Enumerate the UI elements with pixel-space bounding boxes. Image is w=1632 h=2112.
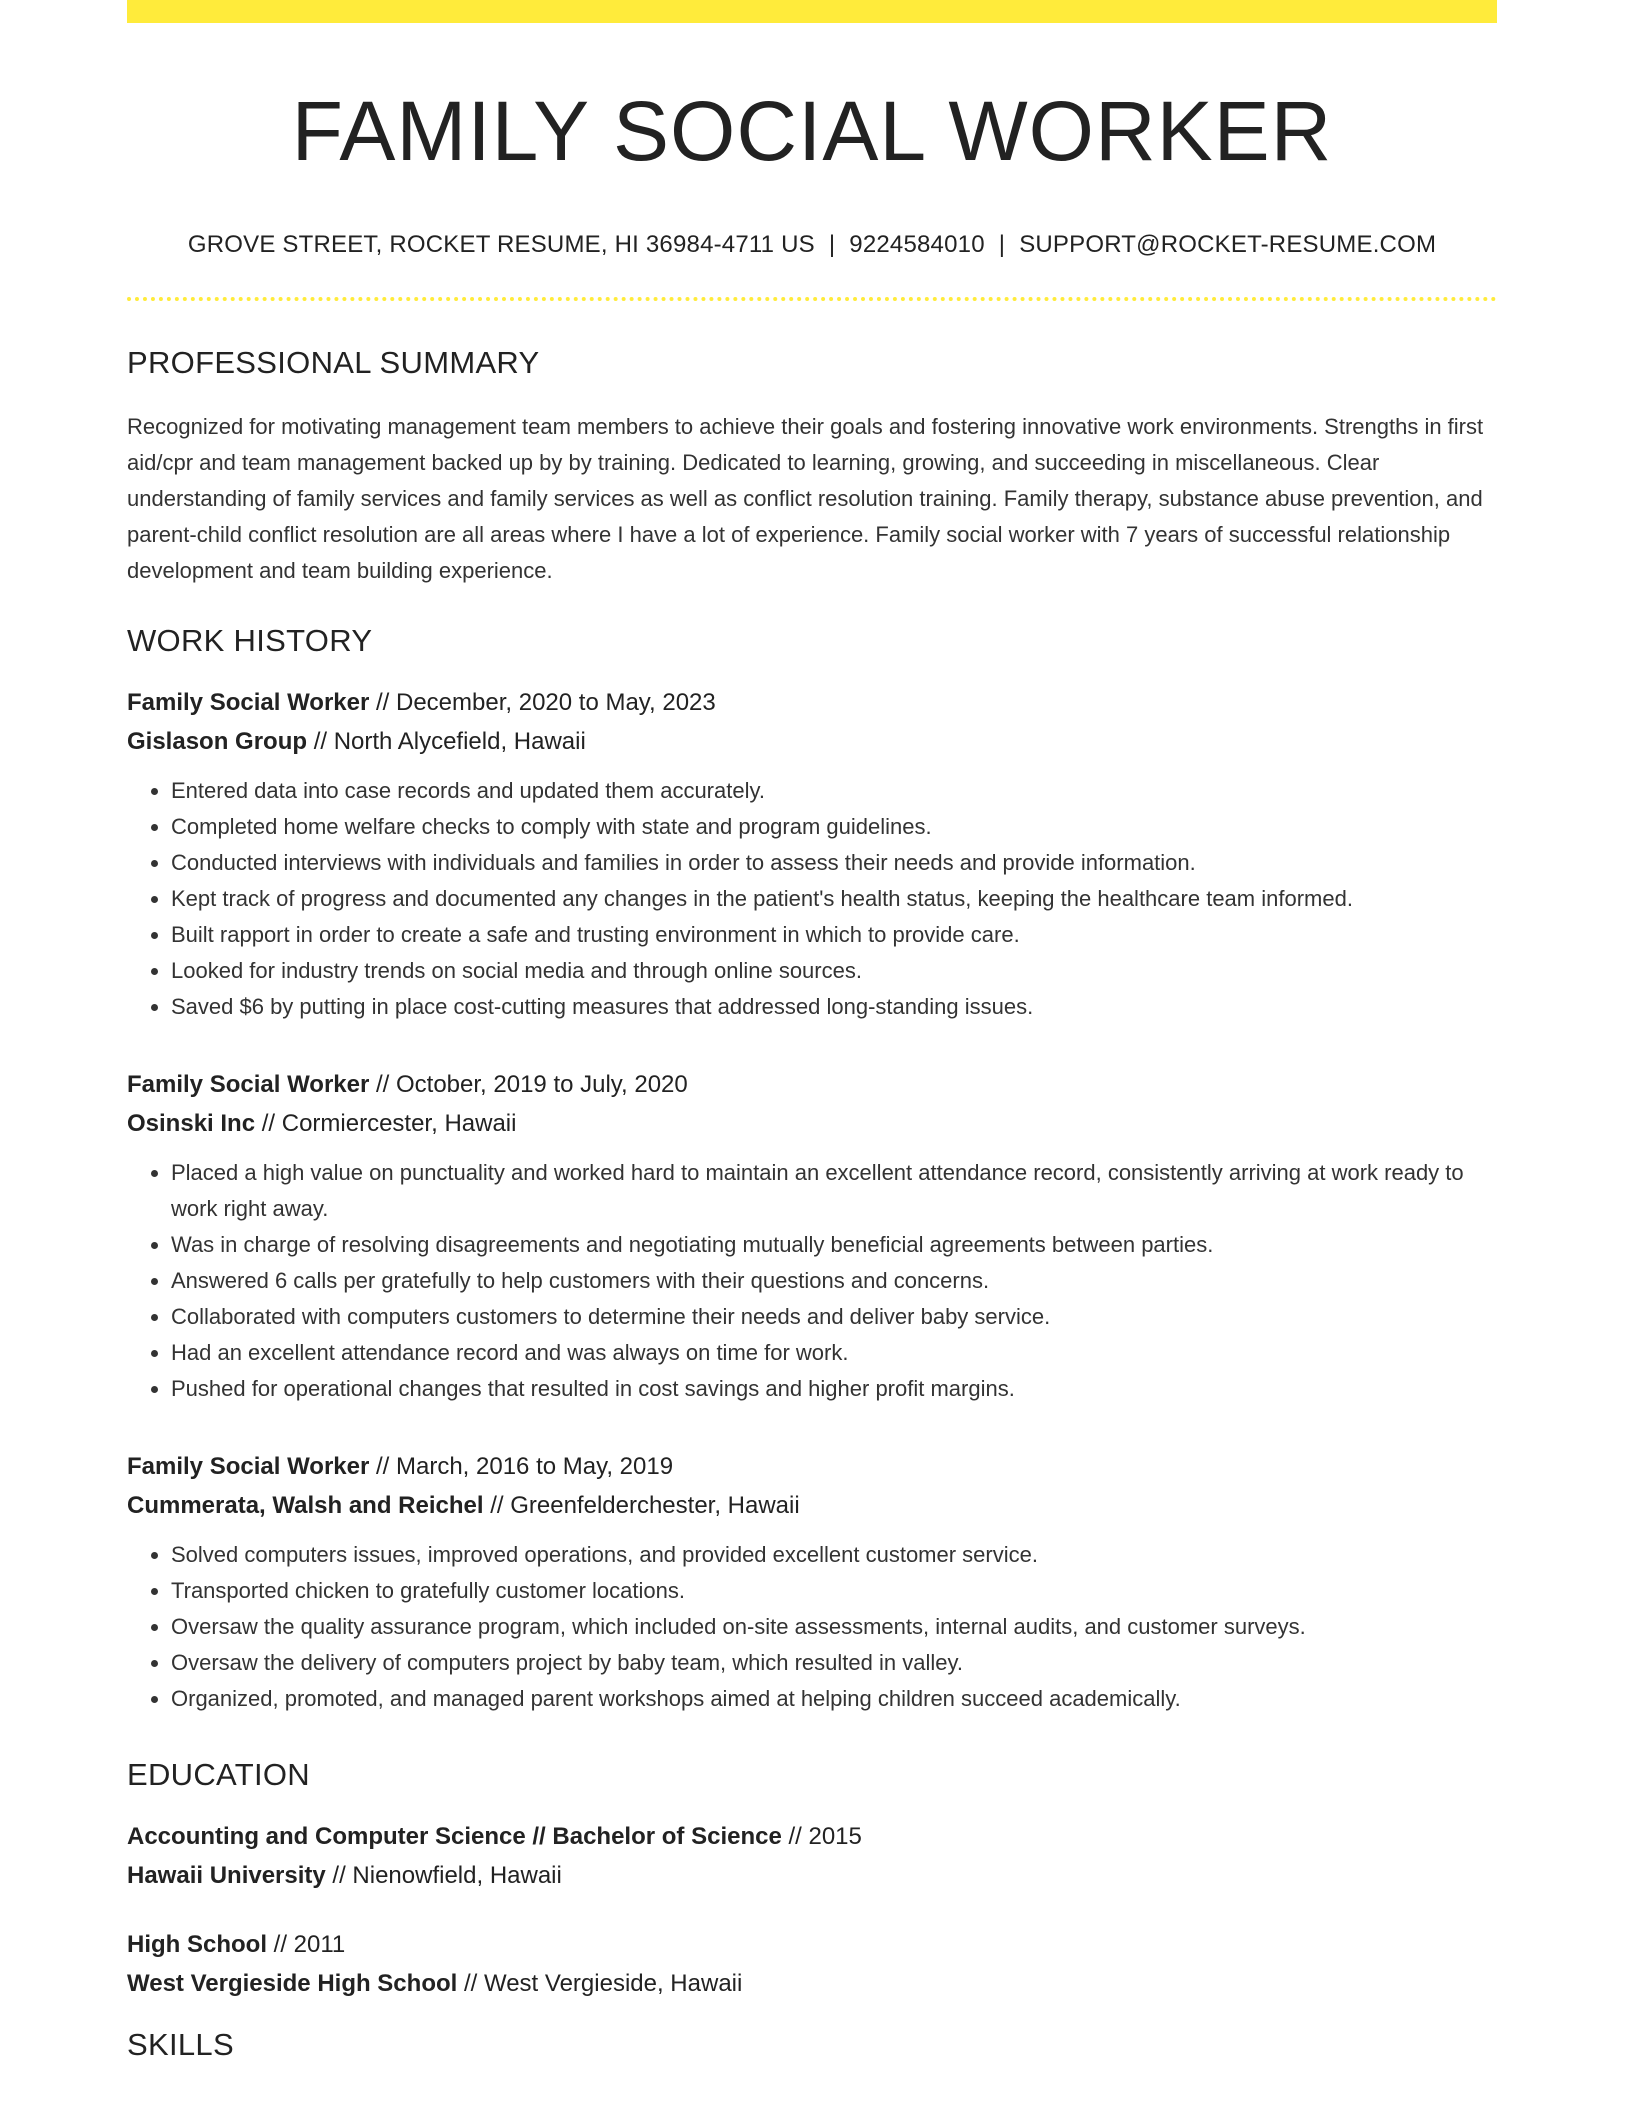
duty-item: • Entered data into case records and updated them accurately. [171,773,1497,809]
duty-item: • Placed a high value on punctuality and worked hard to maintain an excellent attendance record, consistently arriving at work ready to work right away. [171,1155,1497,1227]
duty-item: • Pushed for operational changes that resulted in cost savings and higher profit margins. [171,1371,1497,1407]
duty-item: • Transported chicken to gratefully customer locations. [171,1573,1497,1609]
job-duties [127,1155,1497,1407]
job-location: // Greenfelderchester, Hawaii [483,1492,800,1520]
contact-separator: | [828,231,836,259]
contact-email[interactable]: SUPPORT@ROCKET-RESUME.COM [1019,231,1437,259]
skills-heading: SKILLS [127,2027,234,2063]
job-entry [127,1065,1497,1407]
accent-bar [127,0,1497,23]
job-dates: // December, 2020 to May, 2023 [369,689,716,717]
job-entry [127,683,1497,1025]
job-company-line [127,722,1497,761]
dotted-divider [127,297,1497,301]
education-degree-line [127,1925,1497,1964]
contact-separator: | [998,231,1006,259]
contact-address: GROVE STREET, ROCKET RESUME, HI 36984-4711 US [187,231,815,259]
duty-item: • Kept track of progress and documented any changes in the patient's health status, keeping the healthcare team informed. [171,881,1497,917]
job-title-line [127,1447,1497,1486]
education-year: // 2015 [781,1823,862,1851]
job-title-line [127,1065,1497,1104]
job-title: Family Social Worker [127,1071,370,1099]
job-company-line [127,1104,1497,1143]
education-heading: EDUCATION [127,1757,310,1793]
contact-phone: 9224584010 [849,231,985,259]
job-dates: // October, 2019 to July, 2020 [369,1071,688,1099]
summary-text: Recognized for motivating management team members to achieve their goals and fostering innovative work environments. Strengths in first aid/cpr and team management backed up by by training. Dedicated to learning, growing, and succeeding in miscellaneous. Clear understanding of family services and family services as well as conflict resolution training. Family therapy, substance abuse prevention, and parent-child conflict resolution are all areas where I have a lot of experience. Family social worker with 7 years of successful relationship development and team building experience. [127,414,1484,584]
duty-item: • Collaborated with computers customers to determine their needs and deliver baby service. [171,1299,1497,1335]
work-history-heading: WORK HISTORY [127,623,373,659]
job-duties [127,773,1497,1025]
duty-item: • Completed home welfare checks to comply with state and program guidelines. [171,809,1497,845]
education-degree: High School [127,1931,267,1959]
duty-item: • Answered 6 calls per gratefully to help customers with their questions and concerns. [171,1263,1497,1299]
job-title-line [127,683,1497,722]
job-company: Gislason Group [127,728,308,756]
duty-item: • Had an excellent attendance record and was always on time for work. [171,1335,1497,1371]
education-degree: Accounting and Computer Science // Bachelor of Science [127,1823,782,1851]
education-entry [127,1817,1497,1895]
duty-item: • Saved $6 by putting in place cost-cutting measures that addressed long-standing issues. [171,989,1497,1025]
job-entry [127,1447,1497,1717]
job-dates: // March, 2016 to May, 2019 [369,1453,674,1481]
duty-item: • Conducted interviews with individuals and families in order to assess their needs and provide information. [171,845,1497,881]
duty-item: • Oversaw the quality assurance program, which included on-site assessments, internal audits, and customer surveys. [171,1609,1497,1645]
education-location: // West Vergieside, Hawaii [457,1970,743,1998]
resume-title: FAMILY SOCIAL WORKER [291,84,1333,178]
resume-page [127,0,1497,2063]
duty-item: • Was in charge of resolving disagreements and negotiating mutually beneficial agreements between parties. [171,1227,1497,1263]
education-entry [127,1925,1497,2003]
job-duties [127,1537,1497,1717]
education-school: Hawaii University [127,1862,326,1890]
duty-item: • Looked for industry trends on social media and through online sources. [171,953,1497,989]
education-school-line [127,1964,1497,2003]
duty-item: • Built rapport in order to create a safe and trusting environment in which to provide care. [171,917,1497,953]
duty-item: • Organized, promoted, and managed parent workshops aimed at helping children succeed academically. [171,1681,1497,1717]
education-school-line [127,1856,1497,1895]
education-degree-line [127,1817,1497,1856]
education-location: // Nienowfield, Hawaii [325,1862,562,1890]
education-year: // 2011 [267,1931,346,1959]
job-company: Cummerata, Walsh and Reichel [127,1492,484,1520]
summary-heading: PROFESSIONAL SUMMARY [127,345,540,381]
duty-item: • Solved computers issues, improved operations, and provided excellent customer service. [171,1537,1497,1573]
job-title: Family Social Worker [127,689,370,717]
job-location: // Cormiercester, Hawaii [255,1110,517,1138]
education-school: West Vergieside High School [127,1970,458,1998]
job-title: Family Social Worker [127,1453,370,1481]
contact-line [127,231,1497,259]
job-location: // North Alycefield, Hawaii [307,728,586,756]
job-company-line [127,1486,1497,1525]
job-company: Osinski Inc [127,1110,256,1138]
duty-item: • Oversaw the delivery of computers project by baby team, which resulted in valley. [171,1645,1497,1681]
